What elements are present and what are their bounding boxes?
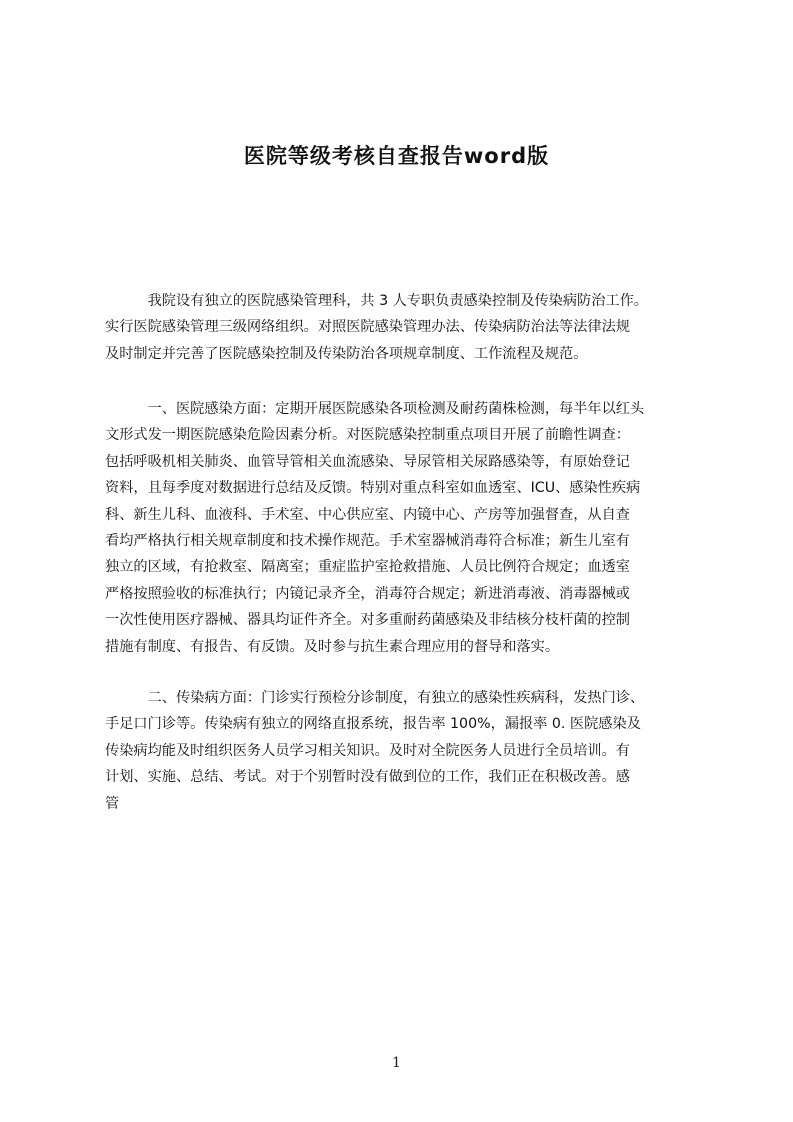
text-line: 我院设有独立的医院感染管理科，共 3 人专职负责感染控制及传染病防治工作。 <box>105 293 648 309</box>
text-line: 手足口门诊等。传染病有独立的网络直报系统，报告率 100%，漏报率 0. 医院感染及 <box>105 716 641 733</box>
text-line: 严格按照验收的标准执行；内镜记录齐全，消毒符合规定；新进消毒液、消毒器械或 <box>105 585 630 602</box>
text-line: 二、传染病方面：门诊实行预检分诊制度，有独立的感染性疾病科，发热门诊、 <box>105 690 645 706</box>
document-title: 医院等级考核自查报告word版 <box>243 144 550 168</box>
text-line: 科、新生儿科、血液科、手术室、中心供应室、内镜中心、产房等加强督查，从自查 <box>105 506 630 523</box>
text-line: 看均严格执行相关规章制度和技术操作规范。手术室器械消毒符合标准；新生儿室有 <box>105 532 630 549</box>
text-line: 传染病均能及时组织医务人员学习相关知识。及时对全院医务人员进行全员培训。有 <box>105 742 630 759</box>
text-line: 独立的区域，有抢救室、隔离室；重症监护室抢救措施、人员比例符合规定；血透室 <box>105 559 630 576</box>
paragraph-intro <box>105 288 697 367</box>
text-line: 文形式发一期医院感染危险因素分析。对医院感染控制重点项目开展了前瞻性调查： <box>105 427 630 444</box>
text-line: 实行医院感染管理三级网络组织。对照医院感染管理办法、传染病防治法等法律法规 <box>105 319 630 336</box>
text-line: 一次性使用医疗器械、器具均证件齐全。对多重耐药菌感染及非结核分枝杆菌的控制 <box>105 612 630 629</box>
text-line: 一、医院感染方面：定期开展医院感染各项检测及耐药菌株检测，每半年以红头 <box>105 401 645 417</box>
text-line: 措施有制度、有报告、有反馈。及时参与抗生素合理应用的督导和落实。 <box>105 638 560 655</box>
page-number: 1 <box>392 1055 401 1071</box>
paragraph-hospital-infection <box>105 396 697 660</box>
text-line: 包括呼吸机相关肺炎、血管导管相关血流感染、导尿管相关尿路感染等，有原始登记 <box>105 453 630 470</box>
text-line: 及时制定并完善了医院感染控制及传染防治各项规章制度、工作流程及规范。 <box>105 345 588 362</box>
text-line: 管 <box>105 795 120 812</box>
text-line: 资料，且每季度对数据进行总结及反馈。特别对重点科室如血透室、ICU、感染性疾病 <box>105 480 641 497</box>
paragraph-infectious-disease <box>105 685 697 817</box>
text-line: 计划、实施、总结、考试。对于个别暂时没有做到位的工作，我们正在积极改善。感 <box>105 769 630 786</box>
